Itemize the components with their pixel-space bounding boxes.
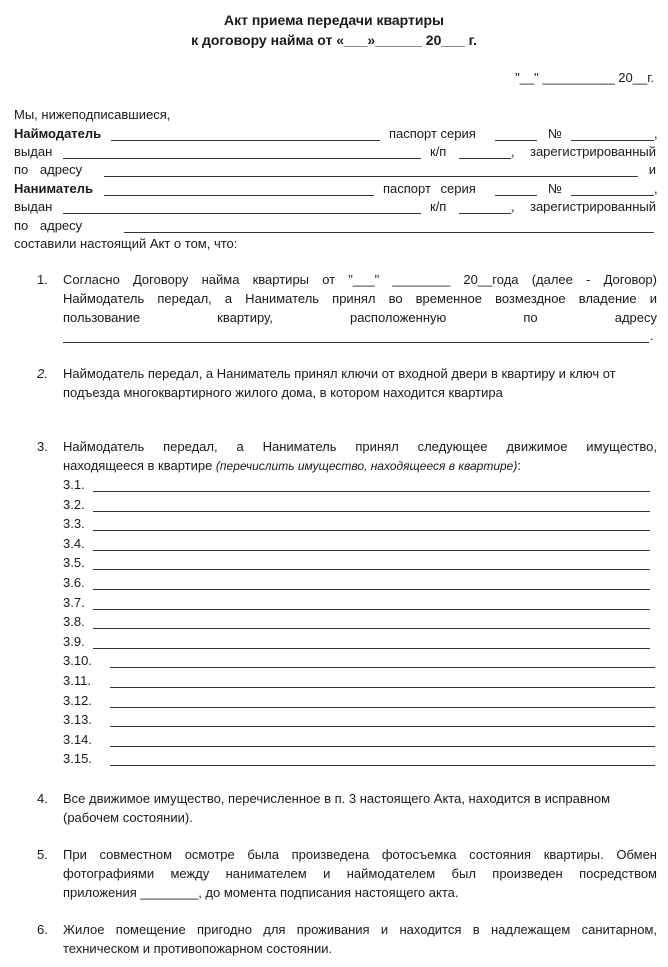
tenant-passport-label: паспорт серия <box>383 181 476 196</box>
tenant-issued-label: выдан <box>14 199 53 214</box>
subitem-field[interactable] <box>93 648 650 649</box>
item-4-line-1: Все движимое имущество, перечисленное в п. 3 настоящего Акта, находится в исправном <box>63 791 611 806</box>
landlord-name-field[interactable] <box>111 140 380 141</box>
subitem-label: 3.12. <box>63 692 92 708</box>
subitem-label: 3.7. <box>63 594 85 610</box>
landlord-label: Наймодатель <box>14 126 102 141</box>
subitem-label: 3.3. <box>63 516 85 532</box>
landlord-passport-label: паспорт серия <box>389 126 476 141</box>
subitem-label: 3.9. <box>63 633 85 649</box>
item-4-line-2: (рабочем состоянии). <box>63 810 193 825</box>
item-2-line-1: Наймодатель передал, а Наниматель принял ключи от входной двери в квартиру и ключ от <box>63 366 616 381</box>
tenant-number-label: № <box>548 181 562 196</box>
subitem-field[interactable] <box>110 726 655 727</box>
subitem-field[interactable] <box>93 569 650 570</box>
landlord-and-text: и <box>648 162 656 177</box>
tenant-registered-label: зарегистрированный <box>529 199 656 214</box>
subitem-label: 3.14. <box>63 731 92 747</box>
landlord-kp-label: к/п <box>430 144 447 159</box>
intro-text: Мы, нижеподписавшиеся, <box>14 107 171 122</box>
item-6-line-1: Жилое помещение пригодно для проживания и находится в надлежащем санитарном, <box>63 922 657 937</box>
subitem-field[interactable] <box>110 687 655 688</box>
date-line: "__" __________ 20__г. <box>515 70 654 85</box>
subitem-field[interactable] <box>93 609 650 610</box>
tenant-address-field[interactable] <box>124 232 654 233</box>
subitem-field[interactable] <box>110 765 655 766</box>
item-6-line-2: техническом и противопожарном состоянии. <box>63 941 333 956</box>
subitem-label: 3.13. <box>63 712 92 728</box>
subitem-label: 3.6. <box>63 575 85 590</box>
tenant-passport-series-field[interactable] <box>495 195 537 196</box>
item-5-number: 5. <box>37 847 48 862</box>
tenant-address-label: по адресу <box>14 218 83 233</box>
landlord-kp-field[interactable] <box>459 158 511 159</box>
subitem-label: 3.8. <box>63 614 85 630</box>
subitem-label: 3.4. <box>63 535 85 551</box>
tenant-name-field[interactable] <box>104 195 374 196</box>
item-2-number: 2. <box>37 366 48 381</box>
item-1-address-field[interactable] <box>63 342 649 343</box>
landlord-passport-series-field[interactable] <box>495 140 537 141</box>
subitem-field[interactable] <box>110 667 655 668</box>
item-1-line-1: Согласно Договору найма квартиры от "___" ________ 20__года (далее - Договор) <box>63 272 657 287</box>
subitem-field[interactable] <box>93 511 650 512</box>
landlord-passport-number-field[interactable] <box>571 140 654 141</box>
subitem-label: 3.11. <box>63 673 91 688</box>
tenant-label: Наниматель <box>14 181 93 196</box>
subitem-label: 3.10. <box>63 653 92 669</box>
document-title: Акт приема передачи квартиры <box>223 12 444 28</box>
item-1-number: 1. <box>37 272 48 287</box>
subitem-field[interactable] <box>110 746 655 747</box>
subitem-field[interactable] <box>110 707 655 708</box>
tenant-kp-label: к/п <box>430 199 447 214</box>
item-5-line-1: При совместном осмотре была произведена фотосъемка состояния квартиры. Обмен <box>63 847 657 862</box>
subitem-label: 3.5. <box>63 555 85 571</box>
subitem-field[interactable] <box>93 491 650 492</box>
landlord-issued-field[interactable] <box>63 158 421 159</box>
tenant-passport-number-field[interactable] <box>571 195 654 196</box>
subitem-field[interactable] <box>93 628 650 629</box>
landlord-number-label: № <box>548 126 562 141</box>
item-3-line-1: Наймодатель передал, а Наниматель принял следующее движимое имущество, <box>63 439 657 454</box>
item-5-line-3: приложения ________, до момента подписания настоящего акта. <box>63 885 459 900</box>
item-3-line-2: находящееся в квартире (перечислить имущество, находящееся в квартире): <box>63 458 521 473</box>
subitem-field[interactable] <box>93 550 650 551</box>
item-2-line-2: подъезда многоквартирного жилого дома, в котором находится квартира <box>63 385 503 400</box>
subitem-label: 3.15. <box>63 751 92 767</box>
landlord-registered-label: зарегистрированный <box>529 144 656 159</box>
item-5-line-2: фотографиями между нанимателем и наймодателем был произведен посредством <box>63 866 657 881</box>
subitem-field[interactable] <box>93 589 650 590</box>
item-3-number: 3. <box>37 439 48 454</box>
landlord-address-field[interactable] <box>104 176 638 177</box>
document-subtitle: к договору найма от «___»______ 20___ г. <box>191 32 477 48</box>
item-1-line-3: пользование квартиру, расположенную по адресу <box>63 310 657 325</box>
tenant-kp-field[interactable] <box>459 213 511 214</box>
item-6-number: 6. <box>37 922 48 937</box>
tenant-issued-field[interactable] <box>63 213 421 214</box>
subitem-label: 3.1. <box>63 477 85 492</box>
subitem-field[interactable] <box>93 530 650 531</box>
landlord-issued-label: выдан <box>14 144 53 159</box>
landlord-address-label: по адресу <box>14 162 83 177</box>
composed-text: составили настоящий Акт о том, что: <box>14 236 238 251</box>
subitem-label: 3.2. <box>63 496 85 512</box>
item-1-line-2: Наймодатель передал, а Наниматель принял во временное возмездное владение и <box>63 291 657 306</box>
item-4-number: 4. <box>37 791 48 806</box>
